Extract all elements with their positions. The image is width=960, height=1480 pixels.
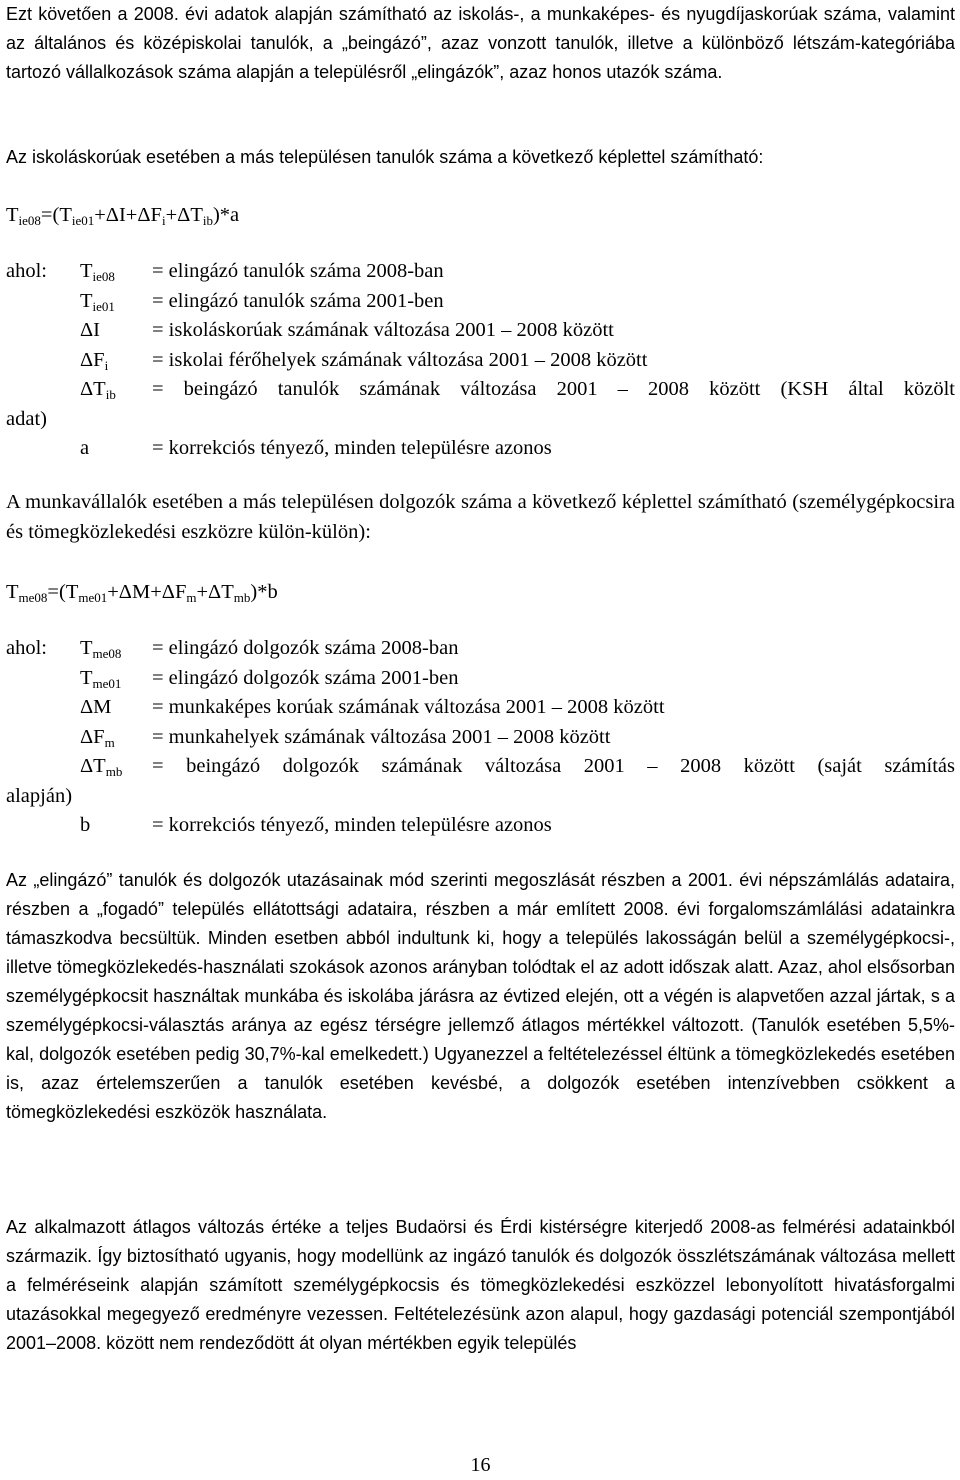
formula-symbol: T — [6, 204, 19, 226]
average-change-paragraph: Az alkalmazott átlagos változás értéke a teljes Budaörsi és Érdi kistérségre kiterjedő 2008-as felmérési adatainkból származik. Így biztosítható ugyanis, hogy modellünk az ingázó tanulók és dolgozók összlétszámának változása mellett a felméréseink alapján számított személygépkocsis és tömegközlekedési eszközzel lebonyolított hivatásforgalmi utazásokkal megegyező eredményre vezessen. Feltételezésünk azon alapul, hogy gazdasági potenciál szempontjából 2001–2008. között nem rendeződött át olyan mértékben egyik település — [6, 1217, 955, 1353]
intro-paragraph: Ezt követően a 2008. évi adatok alapján számítható az iskolás-, a munkaképes- és nyugdíjaskorúak száma, valamint az általános és középiskolai tanulók, a „beingázó”, azaz vonzott tanulók, illetve a különböző létszám-kategóriába tartozó vállalkozások száma alapján a településről „elingázók”, azaz honos utazók száma. — [6, 4, 955, 82]
definition-row — [6, 405, 955, 435]
definition-row — [6, 257, 955, 287]
definition-symbol: $T_{ie08}$ — [80, 260, 115, 284]
formula-subscript: me01 — [78, 590, 108, 605]
formula-subscript: ie01 — [71, 213, 95, 228]
formula-subscript: mb — [233, 590, 251, 605]
worker-formula-intro: A munkavállalók esetében a más településen dolgozók száma a következő képlettel számítható (személygépkocsira és tömegközlekedési eszközre külön-külön): — [6, 491, 955, 543]
definition-text: = elingázó tanulók száma 2001-ben — [152, 289, 444, 312]
definition-row — [6, 375, 955, 405]
formula-operator: =( — [40, 204, 60, 226]
definition-lead: ahol: — [6, 260, 47, 282]
definition-text: = munkahelyek számának változása 2001 – 2008 között — [152, 725, 611, 748]
formula-subscript: i — [161, 213, 166, 228]
definition-symbol: ΔI — [80, 319, 101, 341]
formula-operator: )*a — [212, 204, 240, 226]
formula-subscript: ie08 — [18, 213, 41, 228]
definition-row — [6, 811, 955, 841]
definition-text: = elingázó dolgozók száma 2008-ban — [152, 637, 459, 659]
definition-text: = iskoláskorúak számának változása 2001 – 2008 között — [152, 319, 614, 341]
definition-continuation: alapján) — [6, 784, 73, 807]
definition-symbol: $\Delta F_m$ — [80, 725, 115, 750]
school-definition-list — [6, 257, 955, 464]
definition-row — [6, 693, 955, 723]
school-formula-intro: Az iskoláskorúak esetében a más településen tanulók száma a következő képlettel számítható: — [6, 147, 764, 167]
definition-row — [6, 723, 955, 753]
formula-subscript: m — [186, 590, 197, 605]
formula-subscript: me08 — [18, 590, 48, 605]
formula-operator: +ΔM+ΔF — [107, 581, 187, 603]
definition-symbol: $\Delta T_{ib}$ — [80, 378, 116, 402]
worker-definition-list — [6, 634, 955, 841]
formula-operator: +ΔI+ΔF — [94, 204, 162, 226]
definition-lead: ahol: — [6, 637, 47, 659]
definition-text: = korrekciós tényező, minden településre azonos — [152, 437, 552, 459]
definition-symbol: $T_{me01}$ — [80, 666, 122, 691]
formula-operator: +ΔT — [165, 204, 203, 226]
definition-symbol: $T_{me08}$ — [80, 637, 122, 661]
definition-symbol: $\Delta T_{mb}$ — [80, 755, 123, 779]
formula-symbol: T — [65, 581, 79, 603]
definition-symbol: b — [80, 814, 91, 836]
school-formula — [6, 200, 239, 230]
definition-text: = munkaképes korúak számának változása 2001 – 2008 között — [152, 696, 665, 718]
formula-symbol: T — [6, 581, 19, 603]
formula-operator: +ΔT — [196, 581, 234, 603]
definition-text: = beingázó dolgozók számának változása 2001 – 2008 között (saját számítás — [152, 755, 955, 777]
definition-text: = elingázó dolgozók száma 2001-ben — [152, 666, 459, 689]
definition-row — [6, 752, 955, 782]
formula-operator: =( — [47, 581, 66, 603]
formula-operator: )*b — [250, 581, 278, 603]
definition-text: = beingázó tanulók számának változása 2001 – 2008 között (KSH által közölt — [152, 378, 955, 400]
worker-formula — [6, 577, 278, 607]
definition-symbol: ΔM — [80, 696, 112, 718]
definition-row — [6, 664, 955, 694]
definition-row — [6, 287, 955, 317]
definition-symbol: $T_{ie01}$ — [80, 289, 115, 314]
definition-row — [6, 782, 955, 812]
definition-text: = elingázó tanulók száma 2008-ban — [152, 260, 444, 282]
page-number: 16 — [470, 1454, 491, 1476]
estimate-paragraph: Az „elingázó” tanulók és dolgozók utazásainak mód szerinti megoszlását részben a 2001. évi népszámlálás adataira, részben a „fogadó” település ellátottsági adataira, részben a már említett 2008. évi forgalomszámlálási adatainkra támaszkodva becsültük. Minden esetben abból indultunk ki, hogy a település lakosságán belül a személygépkocsi-, illetve tömegközlekedés-használati szokások azonos arányban tolódtak el az adott időszak alatt. Azaz, ahol elsősorban személygépkocsit használtak munkába és iskolába járásra az évtized elején, ott a végén is alapvetően azzal jártak, s a személygépkocsi-választás aránya az egész térségre jellemző átlagos mértékkel változott. (Tanulók esetében 5,5%-kal, dolgozók esetében pedig 30,7%-kal emelkedett.) Ugyanezzel a feltételezéssel éltünk a tömegközlekedés esetében is, azaz értelemszerűen a tanulók esetében kevésbé, a dolgozók esetében intenzívebben csökkent a tömegközlekedési eszközök használata. — [6, 870, 955, 1122]
document-page — [6, 0, 955, 1480]
definition-row — [6, 346, 955, 376]
definition-row — [6, 316, 955, 346]
formula-symbol: T — [59, 204, 72, 226]
definition-text: = iskolai férőhelyek számának változása 2001 – 2008 között — [152, 348, 648, 371]
definition-symbol: $\Delta F_i$ — [80, 348, 109, 373]
definition-row — [6, 634, 955, 664]
definition-symbol: a — [80, 437, 90, 459]
definition-row — [6, 434, 955, 464]
formula-subscript: ib — [202, 213, 213, 228]
definition-continuation: adat) — [6, 407, 47, 430]
definition-text: = korrekciós tényező, minden településre azonos — [152, 814, 552, 836]
